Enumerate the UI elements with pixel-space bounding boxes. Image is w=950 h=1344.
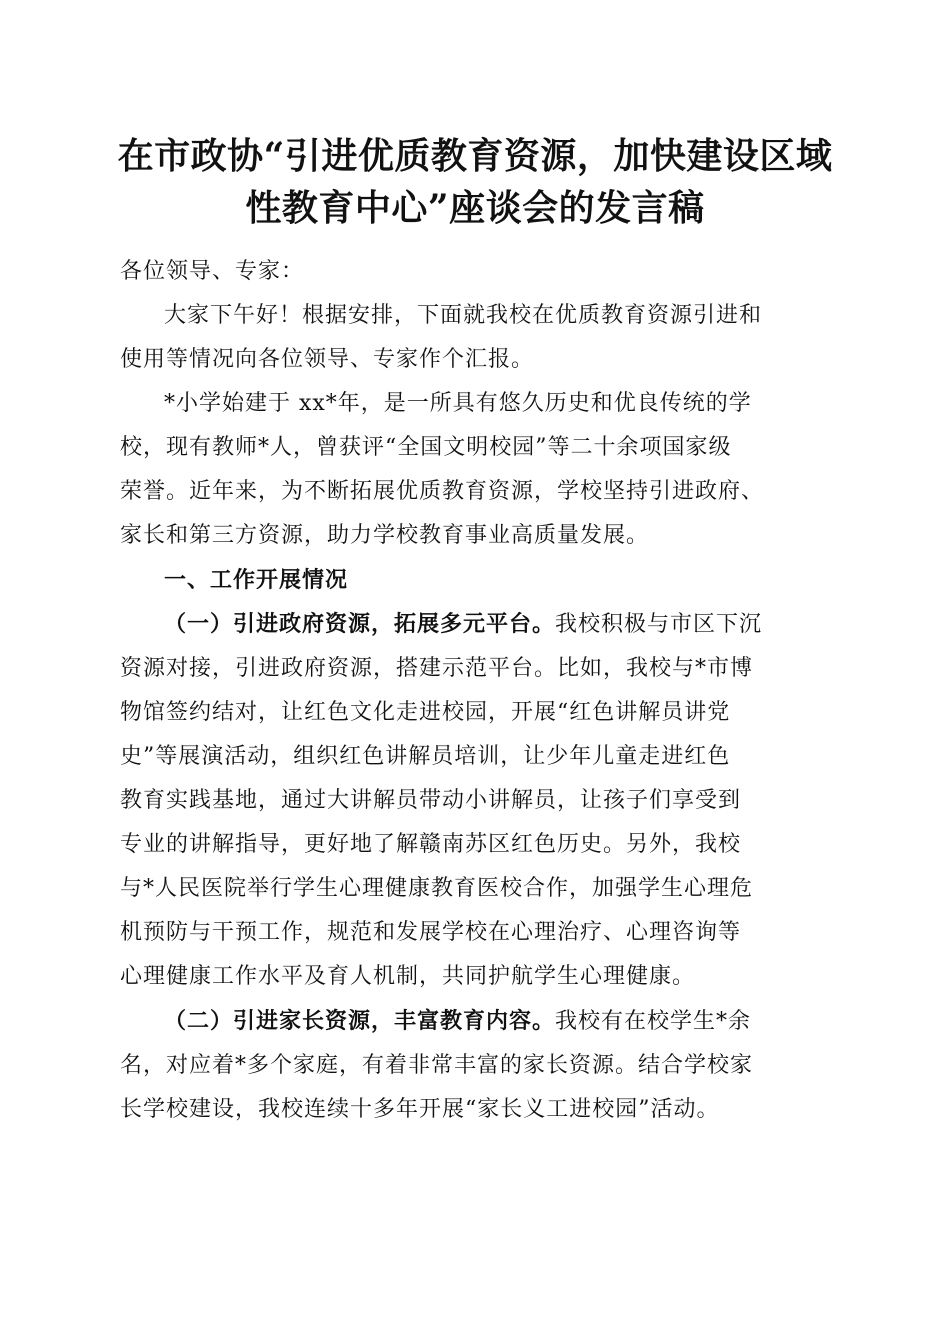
paragraph-line: 史”等展演活动，组织红色讲解员培训，让少年儿童走进红色 (120, 744, 731, 769)
paragraph-parent-resources (120, 999, 832, 1132)
paragraph-line: 家长和第三方资源，助力学校教育事业高质量发展。 (120, 523, 650, 548)
subsection-lead: （一）引进政府资源，拓展多元平台。 (164, 611, 556, 637)
section-heading: 一、工作开展情况 (164, 567, 349, 593)
paragraph-school-profile (120, 382, 832, 558)
document-body (120, 250, 832, 1132)
paragraph-line: 名，对应着*多个家庭，有着非常丰富的家长资源。结合学校家 (120, 1053, 754, 1078)
title-line-2: 性教育中心”座谈会的发言稿 (245, 187, 705, 229)
paragraph-line: 与*人民医院举行学生心理健康教育医校合作，加强学生心理危 (120, 876, 754, 901)
paragraph-government-resources (120, 602, 832, 999)
paragraph-line: 机预防与干预工作，规范和发展学校在心理治疗、心理咨询等 (120, 920, 742, 945)
title-line-1: 在市政协“引进优质教育资源，加快建设区域 (117, 135, 833, 177)
paragraph-line: 长学校建设，我校连续十多年开展“家长义工进校园”活动。 (120, 1097, 720, 1122)
paragraph-line: 校，现有教师*人，曾获评“全国文明校园”等二十余项国家级 (120, 435, 732, 460)
paragraph-line: 使用等情况向各位领导、专家作个汇报。 (120, 347, 535, 372)
paragraph-line: 资源对接，引进政府资源，搭建示范平台。比如，我校与*市博 (120, 656, 754, 681)
paragraph-line: 心理健康工作水平及育人机制，共同护航学生心理健康。 (120, 964, 696, 989)
paragraph-line: 我校有在校学生*余 (555, 1009, 752, 1034)
salutation: 各位领导、专家： (120, 259, 305, 284)
paragraph-line: 专业的讲解指导，更好地了解赣南苏区红色历史。另外，我校 (120, 832, 742, 857)
paragraph-line: 教育实践基地，通过大讲解员带动小讲解员，让孩子们享受到 (120, 788, 742, 813)
paragraph-line: 我校积极与市区下沉 (555, 612, 763, 637)
paragraph-line: 荣誉。近年来，为不断拓展优质教育资源，学校坚持引进政府、 (120, 479, 765, 504)
paragraph-line: 物馆签约结对，让红色文化走进校园，开展“红色讲解员讲党 (120, 700, 731, 725)
document-title (100, 130, 850, 234)
subsection-lead: （二）引进家长资源，丰富教育内容。 (164, 1008, 556, 1034)
paragraph-intro (120, 294, 832, 382)
paragraph-line: 大家下午好！根据安排，下面就我校在优质教育资源引进和 (164, 303, 763, 328)
paragraph-line: *小学始建于 xx*年，是一所具有悠久历史和优良传统的学 (164, 391, 752, 416)
